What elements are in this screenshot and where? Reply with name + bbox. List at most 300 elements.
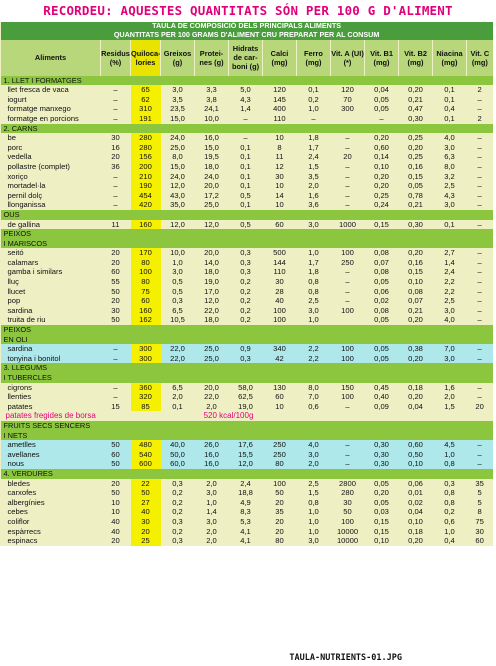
nutrient-value: 0,1 — [172, 401, 183, 411]
nutrient-value: 35,0 — [170, 200, 185, 210]
section-header — [1, 229, 493, 239]
nutrient-value: 4,9 — [240, 497, 251, 507]
nutrient-value: 0,1 — [240, 200, 251, 210]
nutrient-value: – — [345, 181, 350, 191]
table-row — [1, 315, 493, 325]
nutrient-value: 6,5 — [172, 382, 183, 392]
column-header: Quiloca-lories — [131, 40, 161, 76]
nutrient-value: 0,05 — [374, 94, 389, 104]
nutrient-value: 100 — [273, 478, 286, 488]
table-row — [1, 517, 493, 527]
table-row — [1, 143, 493, 153]
nutrient-value: 0,20 — [408, 142, 423, 152]
nutrient-value: 10,0 — [170, 248, 185, 258]
nutrient-value: – — [477, 248, 482, 258]
nutrient-value: 0,10 — [374, 161, 389, 171]
nutrient-value: 14 — [275, 190, 284, 200]
nutrient-value: 0,8 — [433, 459, 467, 469]
nutrient-value: 300 — [341, 104, 354, 114]
nutrient-value: 0,20 — [408, 536, 423, 546]
nutrient-value: 70 — [343, 94, 352, 104]
nutrient-value: 0,2 — [240, 277, 251, 287]
section-label: EN OLI — [1, 335, 493, 345]
nutrient-value: 0,08 — [374, 267, 389, 277]
nutrient-value: 0,15 — [374, 219, 389, 229]
nutrient-value: 0,18 — [408, 382, 423, 392]
nutrient-value: 600 — [131, 459, 161, 469]
nutrient-value: 19,5 — [204, 152, 219, 162]
nutrient-value: 0,01 — [408, 488, 423, 498]
nutrient-value: 27 — [131, 498, 161, 508]
column-header: Hidrats de car-boni (g) — [229, 40, 263, 76]
nutrient-value: 60 — [275, 219, 284, 229]
nutrient-value: – — [467, 354, 493, 364]
section-label: 3. LLEGUMS — [1, 363, 493, 373]
nutrient-value: 0,30 — [408, 219, 423, 229]
nutrient-value: 50 — [111, 488, 120, 498]
nutrient-value: 0,05 — [374, 315, 389, 325]
nutrient-value: 0,4 — [444, 104, 455, 114]
nutrient-value: 7,0 — [433, 344, 467, 354]
section-header — [1, 239, 493, 249]
nutrient-value: 10 — [275, 401, 284, 411]
table-row — [1, 191, 493, 201]
nutrient-value: 0,3 — [172, 296, 183, 306]
nutrient-value: 0,20 — [408, 315, 423, 325]
nutrient-value: 2,5 — [308, 296, 319, 306]
nutrient-value: 80 — [263, 459, 297, 469]
nutrient-value: 80 — [275, 536, 284, 546]
table-row — [1, 488, 493, 498]
nutrient-value: – — [345, 267, 350, 277]
nutrient-value: 0,5 — [172, 277, 183, 287]
nutrient-value: – — [243, 113, 248, 123]
nutrient-value: 0,47 — [408, 104, 423, 114]
nutrient-value: – — [477, 277, 482, 287]
nutrient-value: 0,30 — [365, 450, 399, 460]
nutrient-value: 18,0 — [204, 161, 219, 171]
nutrient-value: 162 — [131, 315, 161, 325]
column-header: Vit. C (mg) — [467, 40, 493, 76]
section-label: I NETS — [1, 431, 493, 441]
nutrient-value: 0,45 — [374, 382, 389, 392]
nutrient-value: 0,1 — [444, 113, 455, 123]
nutrient-value: 3,5 — [308, 171, 319, 181]
food-name: formatge en porcions — [7, 113, 79, 123]
nutrient-value: 22,0 — [161, 354, 195, 364]
table-row — [1, 440, 493, 450]
section-header — [1, 325, 493, 335]
nutrient-value: 1,8 — [308, 133, 319, 143]
column-header: Aliments — [1, 40, 101, 76]
nutrient-value: 1,8 — [308, 267, 319, 277]
nutrient-value: 20 — [275, 526, 284, 536]
nutrient-value: 130 — [273, 382, 286, 392]
food-name: porc — [7, 142, 23, 152]
nutrient-value: 1,0 — [308, 248, 319, 258]
nutrient-value: 20 — [475, 401, 484, 411]
nutrient-value: 16 — [111, 142, 120, 152]
nutrient-value: 100 — [341, 248, 354, 258]
nutrient-value: 11 — [275, 152, 284, 162]
nutrient-value: 3,6 — [308, 200, 319, 210]
nutrient-value: 0,15 — [408, 171, 423, 181]
nutrient-value: 0,10 — [408, 516, 423, 526]
nutrient-value: 20 — [343, 152, 352, 162]
nutrient-value: – — [477, 181, 482, 191]
nutrient-value: 0,05 — [408, 181, 423, 191]
food-name: llonganissa — [7, 200, 46, 210]
table-row — [1, 104, 493, 114]
food-name: llucet — [7, 286, 26, 296]
nutrient-value: 0,3 — [240, 257, 251, 267]
nutrient-value: 0,15 — [374, 526, 389, 536]
nutrient-value: 3,0 — [433, 354, 467, 364]
nutrient-value: 0,05 — [365, 354, 399, 364]
nutrient-value: 20 — [111, 152, 120, 162]
table-row — [1, 344, 493, 354]
nutrient-value: 0,21 — [408, 94, 423, 104]
nutrient-value: 2 — [477, 113, 482, 123]
nutrient-value: 40 — [131, 507, 161, 517]
food-name: vedella — [7, 152, 32, 162]
food-name: gamba i similars — [7, 267, 63, 277]
column-header: Protei-nes (g) — [195, 40, 229, 76]
nutrient-value: 0,30 — [408, 113, 423, 123]
nutrient-value: 0,21 — [408, 200, 423, 210]
nutrient-value: 0,18 — [408, 526, 423, 536]
section-header — [1, 210, 493, 220]
nutrient-value: 0,8 — [444, 488, 455, 498]
nutrient-value: 2,2 — [444, 277, 455, 287]
nutrient-value: 2,0 — [444, 392, 455, 402]
nutrient-value: 24,0 — [204, 171, 219, 181]
nutrient-value: 100 — [341, 305, 354, 315]
table-row — [1, 527, 493, 537]
nutrient-value: 0,1 — [444, 94, 455, 104]
nutrient-value: 0,08 — [408, 286, 423, 296]
food-name: lluç — [7, 277, 19, 287]
table-row — [1, 95, 493, 105]
nutrient-value: – — [477, 267, 482, 277]
nutrient-value: 5 — [477, 497, 482, 507]
nutrient-value: 0,5 — [240, 190, 251, 200]
nutrient-value: 3,0 — [444, 142, 455, 152]
table-row — [1, 354, 493, 364]
nutrient-value: 0,2 — [240, 296, 251, 306]
nutrient-value: – — [467, 450, 493, 460]
nutrient-value: 0,07 — [408, 296, 423, 306]
nutrient-value: 0,3 — [172, 516, 183, 526]
nutrient-value: 250 — [263, 450, 297, 460]
nutrient-value: 0,05 — [365, 344, 399, 354]
nutrient-value: 2,7 — [444, 248, 455, 258]
nutrient-value: – — [477, 171, 482, 181]
nutrient-value: 12,0 — [229, 459, 263, 469]
nutrient-value: 1,0 — [308, 516, 319, 526]
nutrient-value: 3,0 — [308, 219, 319, 229]
nutrient-value: 10000 — [336, 526, 359, 536]
nutrient-value: 250 — [341, 257, 354, 267]
nutrient-value: – — [345, 401, 350, 411]
nutrient-value: 30 — [131, 517, 161, 527]
nutrient-value: 35 — [475, 478, 484, 488]
nutrient-value: 20 — [111, 536, 120, 546]
food-name: avellanes — [1, 450, 101, 460]
nutrient-value: 8 — [477, 507, 482, 517]
nutrient-value: 0,20 — [374, 133, 389, 143]
nutrient-value: 280 — [131, 143, 161, 153]
food-name: be — [7, 133, 16, 143]
nutrient-value: – — [101, 354, 131, 364]
nutrient-value: 2,2 — [297, 344, 331, 354]
nutrient-value: 50 — [275, 488, 284, 498]
nutrient-value: 320 — [131, 392, 161, 402]
food-name: cigrons — [7, 382, 32, 392]
nutrient-value: 2,4 — [240, 478, 251, 488]
nutrient-value: 3,0 — [308, 536, 319, 546]
nutrient-value: – — [345, 200, 350, 210]
table-row — [1, 85, 493, 95]
nutrient-value: 20,0 — [204, 248, 219, 258]
food-name: llenties — [7, 392, 32, 402]
nutrient-value: 2,0 — [206, 526, 217, 536]
table-row — [1, 392, 493, 402]
nutrient-value: 20,0 — [204, 382, 219, 392]
section-label: 4. VERDURES — [1, 469, 493, 479]
nutrient-value: – — [477, 219, 482, 229]
nutrient-value: – — [345, 161, 350, 171]
nutrient-value: 50,0 — [161, 450, 195, 460]
nutrient-value: 0,20 — [408, 248, 423, 258]
column-header: Vit. B1 (mg) — [365, 40, 399, 76]
nutrient-value: 55 — [111, 277, 120, 287]
nutrient-value: 0,03 — [374, 507, 389, 517]
nutrient-value: 250 — [263, 440, 297, 450]
nutrient-value: 30 — [343, 497, 352, 507]
header-row — [1, 40, 493, 76]
nutrient-value: 8 — [277, 142, 282, 152]
nutrient-value: 2,0 — [206, 478, 217, 488]
nutrient-value: 8,0 — [308, 382, 319, 392]
nutrient-value: 43,0 — [170, 190, 185, 200]
nutrient-value: – — [113, 104, 118, 114]
section-header — [1, 124, 493, 134]
food-name: espinacs — [7, 536, 38, 546]
nutrient-value: 30 — [475, 526, 484, 536]
table-row — [1, 181, 493, 191]
nutrient-value: 170 — [131, 248, 161, 258]
nutrient-value: 0,3 — [229, 354, 263, 364]
nutrient-value: 28 — [275, 286, 284, 296]
food-name: tonyina i bonitol — [1, 354, 101, 364]
nutrient-value: 0,3 — [240, 267, 251, 277]
nutrient-value: 0,6 — [308, 401, 319, 411]
food-name: patates — [7, 401, 33, 411]
nutrient-value: 3,0 — [297, 450, 331, 460]
food-name: de gallina — [7, 219, 41, 229]
nutrient-value: 40 — [275, 296, 284, 306]
nutrient-value: 0,78 — [408, 190, 423, 200]
nutrient-value: 0,15 — [374, 516, 389, 526]
nutrient-value: 100 — [341, 392, 354, 402]
food-name: truita de riu — [7, 315, 46, 325]
nutrient-value: 210 — [131, 172, 161, 182]
nutrient-value: 160 — [131, 220, 161, 230]
nutrient-value: 14,0 — [204, 257, 219, 267]
nutrient-value: 4,3 — [444, 190, 455, 200]
table-row — [1, 383, 493, 393]
nutrient-value: 2 — [477, 85, 482, 95]
nutrient-value: 0,5 — [240, 219, 251, 229]
nutrient-value: – — [113, 392, 118, 402]
nutrient-value: 500 — [273, 248, 286, 258]
nutrient-value: 300 — [131, 354, 161, 364]
section-label: FRUITS SECS SENCERS — [1, 421, 493, 431]
nutrient-value: 50 — [343, 507, 352, 517]
nutrient-value: 3,8 — [206, 94, 217, 104]
note-text: patates fregides de borsa — [1, 411, 161, 421]
nutrient-value: 10 — [111, 497, 120, 507]
nutrient-value: 17,0 — [204, 286, 219, 296]
nutrient-value: 190 — [131, 181, 161, 191]
nutrient-value: 3,0 — [206, 488, 217, 498]
nutrient-value: 0,2 — [172, 526, 183, 536]
nutrient-value: 0,1 — [308, 85, 319, 95]
nutrient-value: 150 — [341, 382, 354, 392]
nutrient-value: – — [477, 200, 482, 210]
nutrient-value: 100 — [341, 516, 354, 526]
nutrient-value: 0,2 — [240, 305, 251, 315]
nutrient-value: 454 — [131, 191, 161, 201]
nutrient-value: 50 — [101, 440, 131, 450]
nutrient-value: 20 — [111, 478, 120, 488]
column-header: Residus (%) — [101, 40, 131, 76]
nutrient-value: 340 — [263, 344, 297, 354]
table-title-row — [1, 31, 493, 40]
nutrient-value: 10 — [275, 133, 284, 143]
nutrient-value: – — [113, 190, 118, 200]
nutrient-value: 10,0 — [204, 113, 219, 123]
food-name: seitó — [7, 248, 24, 258]
nutrient-value: 19,0 — [238, 401, 253, 411]
nutrient-value: 0,60 — [374, 142, 389, 152]
nutrient-value: – — [113, 200, 118, 210]
nutrient-value: 18,0 — [204, 267, 219, 277]
note-spacer — [297, 411, 493, 421]
nutrient-value: 75 — [475, 516, 484, 526]
nutrient-value: 0,2 — [308, 94, 319, 104]
nutrient-value: 40 — [111, 516, 120, 526]
nutrient-value: 5,3 — [240, 516, 251, 526]
nutrient-value: 3,3 — [206, 85, 217, 95]
nutrient-value: 62 — [131, 95, 161, 105]
nutrient-value: 15,5 — [229, 450, 263, 460]
column-header: Vit. B2 (mg) — [399, 40, 433, 76]
note-row — [1, 411, 493, 421]
nutrient-value: – — [477, 286, 482, 296]
nutrient-value: 1,7 — [308, 257, 319, 267]
nutrient-value: – — [101, 344, 131, 354]
table-row — [1, 296, 493, 306]
nutrient-value: 1000 — [339, 219, 356, 229]
nutrient-value: 22,0 — [161, 344, 195, 354]
column-header: Vit. A (UI)(*) — [331, 40, 365, 76]
nutrient-value: – — [477, 94, 482, 104]
nutrient-value: 0,40 — [374, 392, 389, 402]
nutrient-value: 0,07 — [374, 257, 389, 267]
nutrient-value: 0,25 — [408, 133, 423, 143]
nutrient-value: – — [243, 133, 248, 143]
nutrient-value: 0,25 — [374, 190, 389, 200]
nutrient-value: 1,0 — [308, 104, 319, 114]
nutrient-value: 0,04 — [408, 507, 423, 517]
food-name: pollastre (complet) — [7, 161, 70, 171]
nutrient-value: 0,21 — [408, 305, 423, 315]
nutrient-value: 24,0 — [170, 171, 185, 181]
nutrient-value: 5 — [477, 488, 482, 498]
food-name: iogurt — [7, 94, 27, 104]
table-row — [1, 267, 493, 277]
table-row — [1, 152, 493, 162]
nutrient-value: 0,1 — [240, 152, 251, 162]
nutrient-value: 0,8 — [444, 497, 455, 507]
section-label: I MARISCOS — [1, 239, 493, 249]
nutrient-value: 100 — [131, 267, 161, 277]
nutrient-value: – — [477, 296, 482, 306]
nutrient-value: 144 — [273, 257, 286, 267]
nutrient-value: 12,0 — [170, 181, 185, 191]
nutrient-value: 1,0 — [308, 507, 319, 517]
nutrient-value: 420 — [131, 200, 161, 210]
nutrient-value: 0,3 — [172, 536, 183, 546]
nutrient-value: 3,2 — [444, 171, 455, 181]
nutrient-value: 0,16 — [408, 161, 423, 171]
nutrient-value: 4,1 — [240, 526, 251, 536]
table-row — [1, 479, 493, 489]
table-row — [1, 450, 493, 460]
nutrient-value: – — [345, 296, 350, 306]
food-name: espàrrecs — [7, 526, 41, 536]
section-header — [1, 469, 493, 479]
nutrient-value: 2,0 — [172, 392, 183, 402]
nutrient-value: – — [345, 142, 350, 152]
nutrient-value: – — [345, 190, 350, 200]
section-header — [1, 335, 493, 345]
nutrient-value: 25,0 — [204, 200, 219, 210]
nutrient-value: 6,5 — [172, 305, 183, 315]
nutrient-value: 0,02 — [408, 497, 423, 507]
nutrient-value: 1,0 — [433, 450, 467, 460]
nutrient-value: 19,0 — [204, 277, 219, 287]
table-row — [1, 248, 493, 258]
nutrient-value: – — [379, 113, 384, 123]
nutrient-value: 100 — [331, 344, 365, 354]
nutrient-value: 310 — [131, 104, 161, 114]
section-header — [1, 373, 493, 383]
nutrient-value: 24,1 — [204, 104, 219, 114]
nutrient-value: 1,5 — [308, 488, 319, 498]
section-label: 1. LLET I FORMATGES — [1, 76, 493, 86]
nutrient-value: 400 — [273, 104, 286, 114]
nutrient-value: – — [477, 161, 482, 171]
food-name: albergínies — [7, 497, 45, 507]
nutrient-value: 100 — [273, 305, 286, 315]
nutrient-value — [331, 114, 365, 124]
nutrient-value: 50 — [101, 459, 131, 469]
table-row — [1, 200, 493, 210]
nutrient-value: – — [113, 181, 118, 191]
